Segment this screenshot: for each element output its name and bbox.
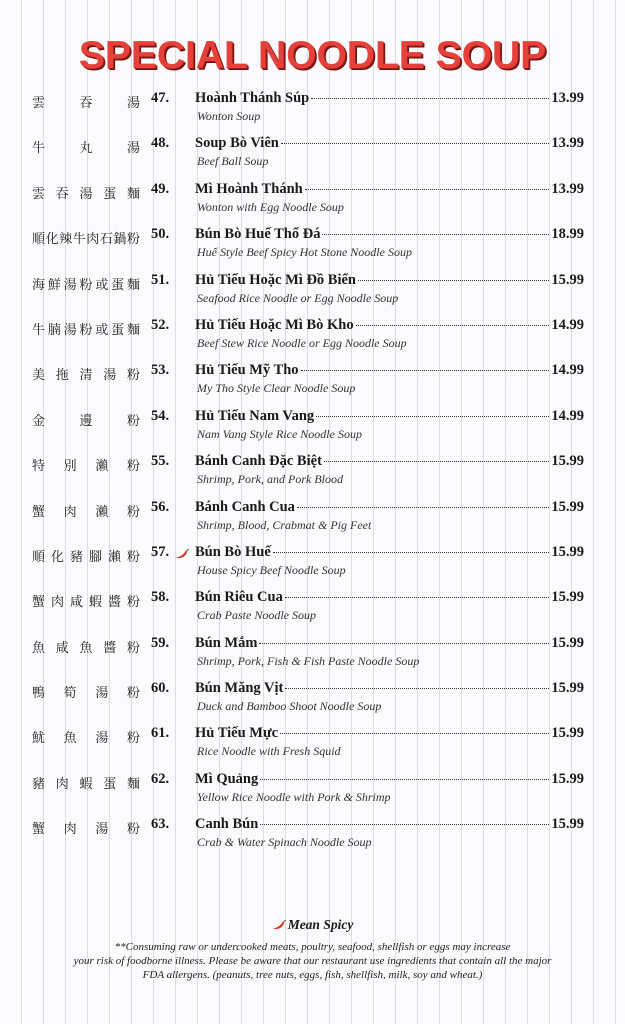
item-line	[195, 544, 584, 561]
item-price: 15.99	[551, 498, 584, 515]
dot-leader	[285, 688, 549, 689]
menu-item	[0, 406, 625, 451]
item-line	[195, 135, 584, 152]
item-name: Hủ Tiếu Hoặc Mì Bò Kho	[195, 316, 354, 333]
chinese-name: 雲吞湯蛋麵	[32, 186, 140, 202]
item-line	[195, 453, 584, 470]
dot-leader	[260, 779, 549, 780]
menu-item	[0, 678, 625, 723]
item-name: Bánh Canh Cua	[195, 498, 295, 515]
item-price: 13.99	[551, 90, 584, 106]
item-description: House Spicy Beef Noodle Soup	[197, 562, 346, 577]
item-line	[195, 771, 584, 788]
chinese-name: 蟹肉咸蝦醬粉	[32, 595, 140, 611]
menu-item	[0, 723, 625, 768]
chinese-name: 美拖清湯粉	[32, 368, 140, 384]
chili-pepper-icon	[272, 920, 286, 930]
chinese-name: 特別瀨粉	[32, 459, 140, 475]
item-description: Beef Stew Rice Noodle or Egg Noodle Soup	[197, 335, 407, 350]
menu-item	[0, 224, 625, 269]
item-description: Rice Noodle with Fresh Squid	[197, 744, 341, 759]
chinese-name: 順化辣牛肉石鍋粉	[32, 232, 140, 248]
item-number: 59.	[151, 634, 170, 651]
menu-item	[0, 542, 625, 587]
menu-item	[0, 633, 625, 678]
item-number: 58.	[151, 589, 170, 606]
item-line	[195, 589, 584, 606]
item-name: Mì Quảng	[195, 770, 259, 787]
chinese-name: 蟹肉湯粉	[32, 822, 140, 838]
chinese-name: 雲吞湯	[32, 96, 140, 111]
chinese-name: 順化豬腳瀨粉	[32, 549, 140, 565]
item-number: 61.	[151, 725, 170, 742]
item-name: Bún Mắm	[195, 634, 258, 651]
item-price: 15.99	[551, 634, 584, 651]
menu-item	[0, 179, 625, 224]
item-price: 18.99	[551, 226, 584, 243]
item-number: 52.	[151, 316, 170, 333]
item-description: My Tho Style Clear Noodle Soup	[197, 381, 356, 396]
menu-item	[0, 497, 625, 542]
item-number: 56.	[151, 498, 170, 515]
item-description: Shrimp, Blood, Crabmat & Pig Feet	[197, 517, 372, 532]
item-description: Yellow Rice Noodle with Pork & Shrimp	[197, 789, 391, 804]
item-price: 15.99	[551, 816, 584, 833]
item-name: Canh Bún	[195, 816, 259, 833]
item-line	[195, 680, 584, 697]
item-description: Shrimp, Pork, and Pork Blood	[197, 472, 343, 487]
item-name: Bún Măng Vịt	[195, 680, 284, 697]
item-price: 14.99	[551, 407, 584, 424]
dot-leader	[301, 370, 550, 371]
menu-item	[0, 451, 625, 496]
item-line	[195, 272, 584, 289]
item-description: Wonton with Egg Noodle Soup	[197, 199, 344, 214]
item-line	[195, 362, 584, 379]
item-line	[195, 499, 584, 516]
menu-item	[0, 814, 625, 859]
chili-pepper-icon	[175, 549, 189, 559]
footnote-line-2: your risk of foodborne illness. Please be aware that our restaurant use ingredients that contain all the major	[73, 955, 552, 967]
menu-item	[0, 360, 625, 405]
menu-item	[0, 769, 625, 814]
item-number: 53.	[151, 362, 170, 379]
item-name: Bánh Canh Đặc Biệt	[195, 453, 322, 470]
chinese-name: 牛丸湯	[32, 141, 140, 157]
item-number: 62.	[151, 770, 170, 787]
item-line	[195, 725, 584, 742]
item-description: Beef Ball Soup	[197, 154, 269, 169]
item-number: 57.	[151, 543, 170, 560]
chinese-name: 牛腩湯粉或蛋麵	[32, 322, 140, 338]
item-price: 14.99	[551, 316, 584, 333]
item-number: 63.	[151, 816, 170, 833]
chinese-name: 鴨筍湯粉	[32, 686, 140, 702]
dot-leader	[358, 280, 549, 281]
spicy-legend	[0, 917, 625, 933]
item-price: 15.99	[551, 680, 584, 697]
allergen-notice	[40, 940, 585, 982]
item-price: 13.99	[551, 135, 584, 152]
item-price: 15.99	[551, 770, 584, 787]
chinese-name: 豬肉蝦蛋麵	[32, 776, 140, 792]
dot-leader	[280, 733, 549, 734]
page-title: SPECIAL NOODLE SOUP	[78, 34, 547, 77]
item-description: Crab & Water Spinach Noodle Soup	[197, 835, 372, 850]
item-number: 48.	[151, 135, 170, 152]
item-name: Hủ Tiếu Mỹ Tho	[195, 362, 299, 379]
menu-list	[0, 88, 625, 860]
dot-leader	[281, 143, 550, 144]
item-line	[195, 635, 584, 652]
item-line	[195, 90, 584, 107]
chinese-name: 魚咸魚醬粉	[32, 640, 140, 656]
item-line	[195, 816, 584, 833]
menu-item	[0, 88, 625, 133]
dot-leader	[324, 461, 549, 462]
dot-leader	[259, 643, 549, 644]
item-description: Duck and Bamboo Shoot Noodle Soup	[197, 699, 382, 714]
dot-leader	[260, 824, 549, 825]
dot-leader	[311, 98, 549, 99]
dot-leader	[297, 507, 549, 508]
item-name: Bún Bò Huế Thố Đá	[195, 226, 321, 243]
item-description: Wonton Soup	[197, 109, 261, 123]
chinese-name: 魷魚湯粉	[32, 731, 140, 747]
menu-item	[0, 315, 625, 360]
dot-leader	[305, 189, 550, 190]
item-price: 15.99	[551, 543, 584, 560]
item-description: Huế Style Beef Spicy Hot Stone Noodle Soup	[197, 245, 412, 260]
dot-leader	[356, 325, 550, 326]
item-price: 15.99	[551, 589, 584, 606]
item-price: 15.99	[551, 453, 584, 470]
item-price: 13.99	[551, 180, 584, 197]
menu-item	[0, 587, 625, 632]
item-name: Bún Riêu Cua	[195, 589, 283, 606]
item-line	[195, 226, 584, 243]
item-price: 15.99	[551, 271, 584, 288]
item-line	[195, 181, 584, 198]
item-line	[195, 317, 584, 334]
chinese-name: 金邊粉	[32, 413, 140, 429]
item-name: Soup Bò Viên	[195, 135, 279, 152]
menu-item	[0, 270, 625, 315]
dot-leader	[273, 552, 550, 553]
item-description: Shrimp, Pork, Fish & Fish Paste Noodle Soup	[197, 653, 420, 668]
item-name: Bún Bò Huế	[195, 543, 271, 560]
item-number: 60.	[151, 680, 170, 697]
item-description: Nam Vang Style Rice Noodle Soup	[197, 426, 362, 441]
item-description: Seafood Rice Noodle or Egg Noodle Soup	[197, 290, 399, 305]
dot-leader	[285, 597, 550, 598]
item-name: Hủ Tiếu Hoặc Mì Đồ Biển	[195, 271, 356, 288]
legend-label: Mean Spicy	[287, 917, 354, 932]
item-price: 15.99	[551, 725, 584, 742]
item-line	[195, 408, 584, 425]
chinese-name: 海鮮湯粉或蛋麵	[32, 277, 140, 293]
item-name: Mì Hoành Thánh	[195, 180, 303, 197]
item-price: 14.99	[551, 362, 584, 379]
item-name: Hoành Thánh Súp	[195, 90, 310, 106]
item-number: 55.	[151, 453, 170, 470]
item-name: Hủ Tiếu Nam Vang	[195, 407, 315, 424]
dot-leader	[316, 416, 549, 417]
dot-leader	[322, 234, 549, 235]
item-number: 54.	[151, 407, 170, 424]
footnote-line-1: **Consuming raw or undercooked meats, poultry, seafood, shellfish or eggs may increase	[114, 941, 511, 953]
item-number: 50.	[151, 226, 170, 243]
item-description: Crab Paste Noodle Soup	[197, 608, 316, 623]
item-number: 47.	[151, 90, 170, 106]
menu-item	[0, 133, 625, 178]
item-number: 51.	[151, 271, 170, 288]
item-number: 49.	[151, 180, 170, 197]
item-name: Hủ Tiếu Mực	[195, 725, 279, 742]
chinese-name: 蟹肉瀨粉	[32, 504, 140, 520]
footnote-line-3: FDA allergens. (peanuts, tree nuts, eggs, fish, shellfish, milk, soy and wheat.)	[142, 969, 483, 981]
